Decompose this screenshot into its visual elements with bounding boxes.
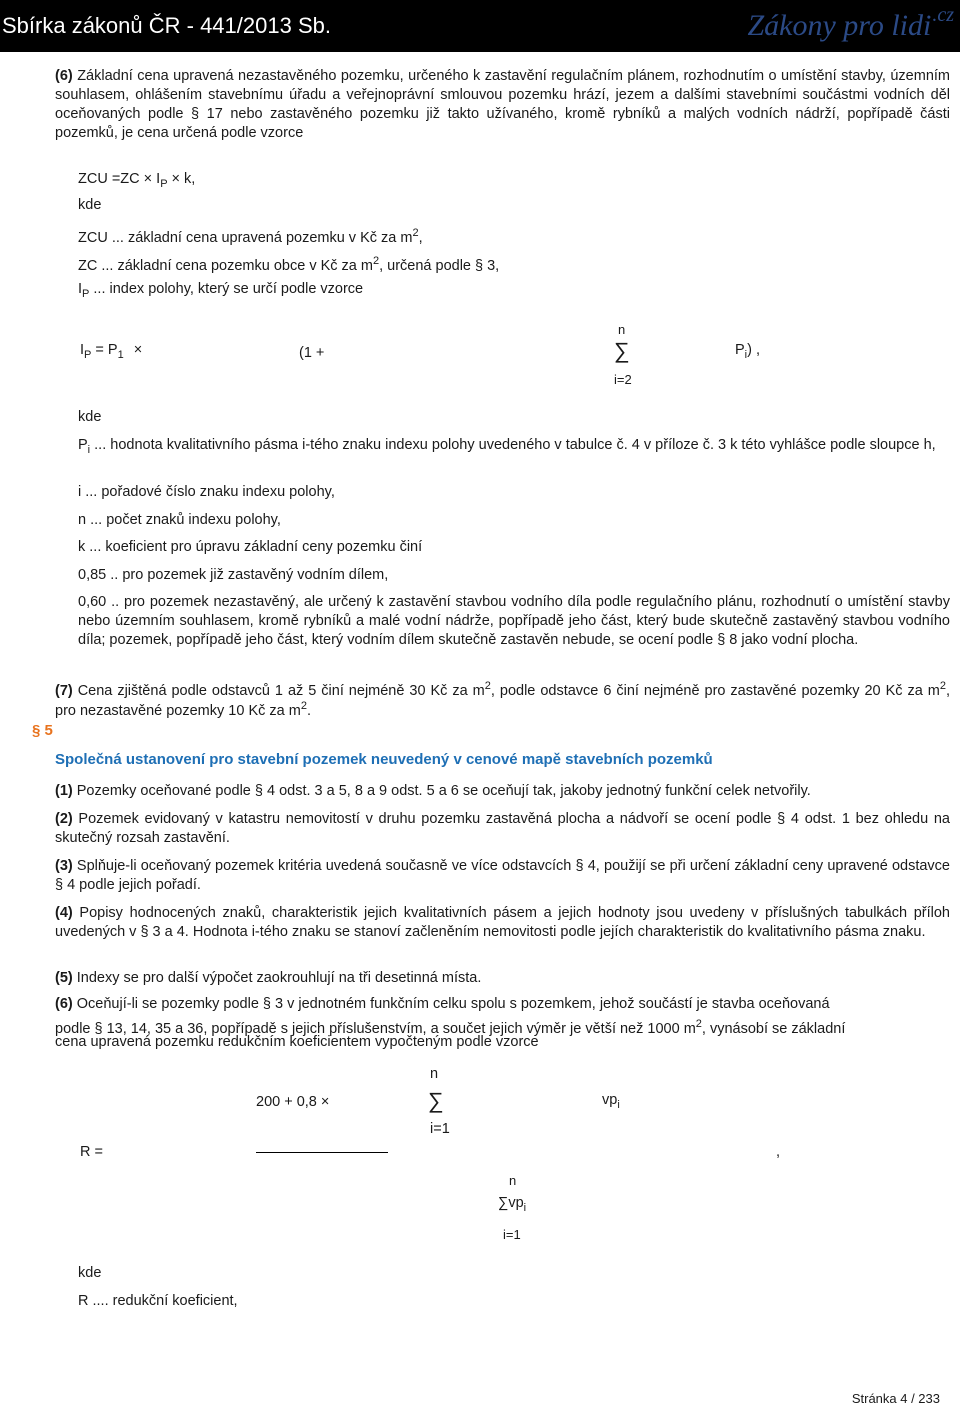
sum-lower-limit: i=2: [614, 372, 632, 387]
section5-item-5: (5) Indexy se pro další výpočet zaokrouhlují na tři desetinná místa.: [55, 970, 482, 986]
paragraph-text: Základní cena upravená nezastavěného pozemku, určeného k zastavění regulačním plánem, rozhodnutím o umístění stavby, územním souhlasem, ohlášením stavebnímu úřadu a veřejnoprávní smlouvou pozemku hrází, jezem a dalšími stavebními součástmi vodních děl oceňovaných podle § 17 nebo zastavěného pozemku již takto užívaného, kromě rybníků a malých vodních nádrží, popřípadě části pozemků, je cena určená podle vzorce: [55, 68, 950, 141]
document-title: Sbírka zákonů ČR - 441/2013 Sb.: [2, 13, 331, 38]
r-equals: R =: [80, 1144, 103, 1160]
r-denominator-sum: $\sum vp_i$: [498, 1195, 527, 1214]
site-logo[interactable]: [747, 4, 954, 43]
formula-zcu: ZCU $=ZC \times I_P \times k$,: [78, 171, 196, 190]
header-bar: [0, 0, 960, 52]
definition-k-060: 0,60 .. pro pozemek nezastavěný, ale určený k zastavění stavbou vodního díla podle regulačního plánu, rozhodnutí o umístění stavby nebo územním souhlasem, kromě rybníků a malé vodní nádrže, popřípadě jeho část, který bude skutečně zastavěný stavbou vodního díla; pozemek, popřípadě jeho část, který vodním dílem skutečně zastavěn nebude, se ocení podle § 8 jako vodní plocha.: [78, 594, 950, 648]
sum-upper-limit: n: [618, 322, 626, 337]
formula-ip-open: (1 +: [299, 345, 325, 361]
r-numerator-vp: $vp_i$: [602, 1092, 620, 1111]
section5-item-3: (3) Splňuje-li oceňovaný pozemek kritéria uvedená současně ve více odstavcích § 4, použijí se při určení základní ceny upravené odstavce § 4 podle jejich pořadí.: [55, 858, 950, 893]
r-numerator-upper-limit: n: [430, 1066, 439, 1082]
definition-n: n ... počet znaků indexu polohy,: [78, 512, 281, 528]
definition-zcu: ZCU ... základní cena upravená pozemku v Kč za $m^2$,: [78, 227, 423, 246]
logo-text: Zákony pro lidi: [747, 9, 932, 42]
logo-suffix: .cz: [932, 4, 954, 26]
page-number: Stránka 4 / 233: [851, 1391, 940, 1406]
section5-item-6-line1: (6) Oceňují-li se pozemky podle § 3 v jednotném funkčním celku spolu s pozemkem, jehož součástí je stavba oceňovaná: [55, 996, 830, 1012]
r-numerator-lower-limit: i=1: [430, 1121, 450, 1137]
section-heading: Společná ustanovení pro stavební pozemek neuvedený v cenové mapě stavebních pozemků: [55, 751, 713, 768]
kde-label: kde: [78, 197, 102, 213]
definition-pi: $P_i$ ... hodnota kvalitativního pásma i-tého znaku indexu polohy uvedeného v tabulce č. 4 v příloze č. 3 k této vyhlášce podle sloupce h,: [78, 437, 936, 456]
formula-ip-right: $P_i$) ,: [735, 342, 761, 361]
kde-label-3: kde: [78, 1265, 102, 1281]
definition-i: i ... pořadové číslo znaku indexu polohy,: [78, 484, 335, 500]
kde-label-2: kde: [78, 409, 102, 425]
section5-item-4: (4) Popisy hodnocených znaků, charakteristik jejich kvalitativních pásem a jejich hodnoty jsou uvedeny v příslušných tabulkách příloh uvedených v § 3 a 4. Hodnota i-tého znaku se stanoví začleněním nemovitosti podle jejích charakteristik do kvalitativního pásma znaku.: [55, 905, 950, 940]
definition-r: R .... redukční koeficient,: [78, 1293, 238, 1309]
definition-zc: ZC ... základní cena pozemku obce v Kč za $m^2$, určená podle § 3,: [78, 255, 500, 274]
r-denominator-upper-limit: n: [509, 1173, 517, 1188]
section5-item-6-line2: podle § 13, 14, 35 a 36, popřípadě s jejich příslušenstvím, a součet jejich výměr je větší než 1000 $m^2$, vynásobí se základní: [55, 1018, 846, 1037]
r-numerator-sigma: ∑: [428, 1088, 444, 1113]
r-denominator-lower-limit: i=1: [503, 1227, 521, 1242]
section-mark[interactable]: § 5: [32, 722, 53, 739]
sum-sigma: ∑: [614, 338, 630, 363]
paragraph-number: (7): [55, 683, 73, 699]
definition-ip: $I_P$ ... index polohy, který se určí podle vzorce: [78, 281, 364, 300]
definition-k-085: 0,85 .. pro pozemek již zastavěný vodním dílem,: [78, 567, 389, 583]
fraction-line: [256, 1152, 388, 1153]
definition-k: k ... koeficient pro úpravu základní ceny pozemku činí: [78, 539, 423, 555]
section5-item-1: (1) Pozemky oceňované podle § 4 odst. 3 a 5, 8 a 9 odst. 5 a 6 se oceňují tak, jakoby jednotný funkční celek netvořily.: [55, 783, 811, 799]
paragraph-number: (6): [55, 68, 73, 84]
r-numerator-left: 200 + 0,8 ×: [256, 1094, 330, 1110]
section5-item-6-line3: cena upravená pozemku redukčním koeficientem vypočteným podle vzorce: [55, 1034, 539, 1050]
paragraph-6: [55, 67, 950, 143]
r-comma: ,: [776, 1144, 781, 1160]
section5-item-2: (2) Pozemek evidovaný v katastru nemovitostí v druhu pozemku zastavěná plocha a nádvoří se ocení podle § 4 odst. 1 bez ohledu na skutečný rozsah zastavění.: [55, 811, 950, 846]
paragraph-7: (7) Cena zjištěná podle odstavců 1 až 5 činí nejméně 30 Kč za $m^2$, podle odstavce 6 činí nejméně pro zastavěné pozemky 20 Kč za $m^2$, pro nezastavěné pozemky 10 Kč za $m^2$.: [55, 680, 950, 719]
formula-ip-left: $I_P = P_1$ ×: [80, 342, 143, 361]
